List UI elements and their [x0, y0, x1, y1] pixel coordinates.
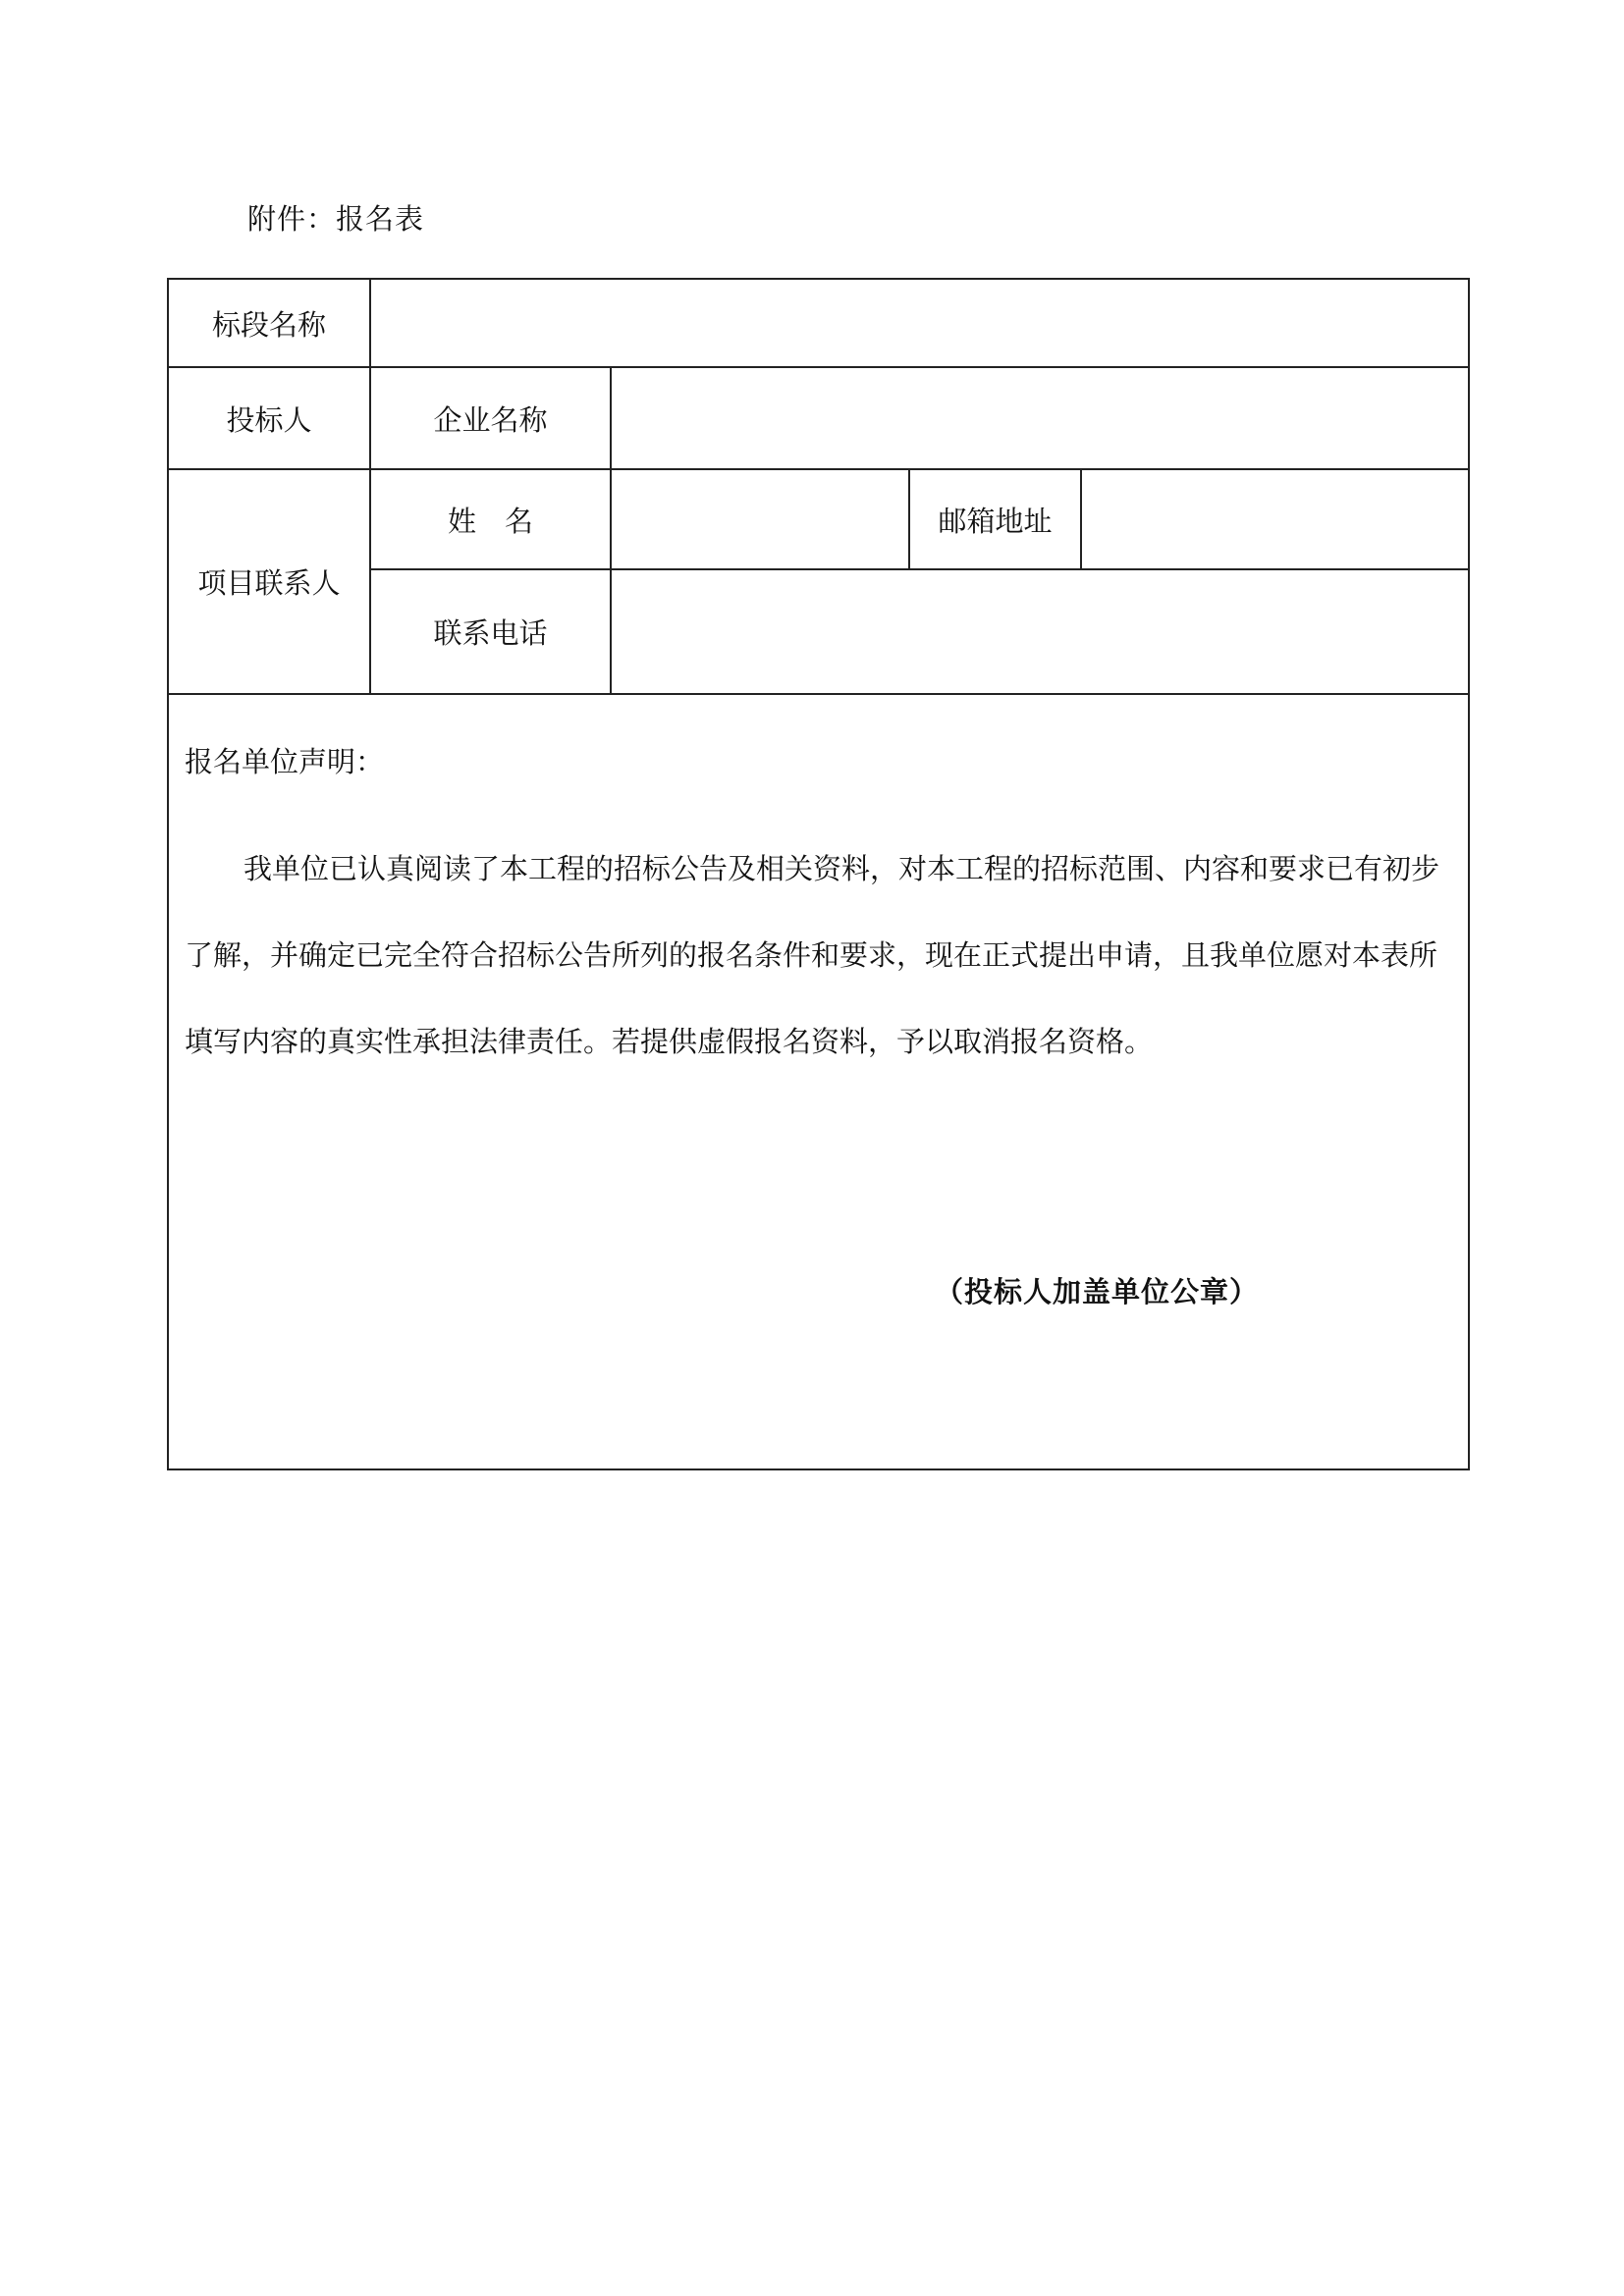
- company-name-label: 企业名称: [370, 367, 611, 469]
- email-label: 邮箱地址: [909, 469, 1081, 569]
- statement-line: 了解，并确定已完全符合招标公告所列的报名条件和要求，现在正式提出申请，且我单位愿对本表所: [185, 938, 1438, 972]
- name-label: 姓 名: [370, 469, 611, 569]
- phone-field[interactable]: [611, 569, 1469, 694]
- contact-label: 项目联系人: [168, 469, 370, 694]
- bidder-label: 投标人: [168, 367, 370, 469]
- name-field[interactable]: [611, 469, 909, 569]
- section-name-label: 标段名称: [168, 279, 370, 367]
- contact-name-row: [168, 469, 1469, 569]
- registration-form-table: [167, 278, 1470, 1470]
- seal-note: （投标人加盖单位公章）: [935, 1275, 1260, 1308]
- statement-cell: [168, 694, 1469, 1469]
- section-name-field[interactable]: [370, 279, 1469, 367]
- company-name-field[interactable]: [611, 367, 1469, 469]
- email-field[interactable]: [1081, 469, 1469, 569]
- statement-heading: 报名单位声明：: [185, 745, 385, 778]
- statement-line: 填写内容的真实性承担法律责任。若提供虚假报名资料，予以取消报名资格。: [185, 1025, 1154, 1058]
- section-name-row: [168, 279, 1469, 367]
- statement-line: 我单位已认真阅读了本工程的招标公告及相关资料，对本工程的招标范围、内容和要求已有初步: [244, 852, 1440, 885]
- bidder-row: [168, 367, 1469, 469]
- statement-body: [185, 826, 1456, 1085]
- attachment-title: 附件：报名表: [247, 202, 425, 236]
- statement-row: [168, 694, 1469, 1469]
- phone-label: 联系电话: [370, 569, 611, 694]
